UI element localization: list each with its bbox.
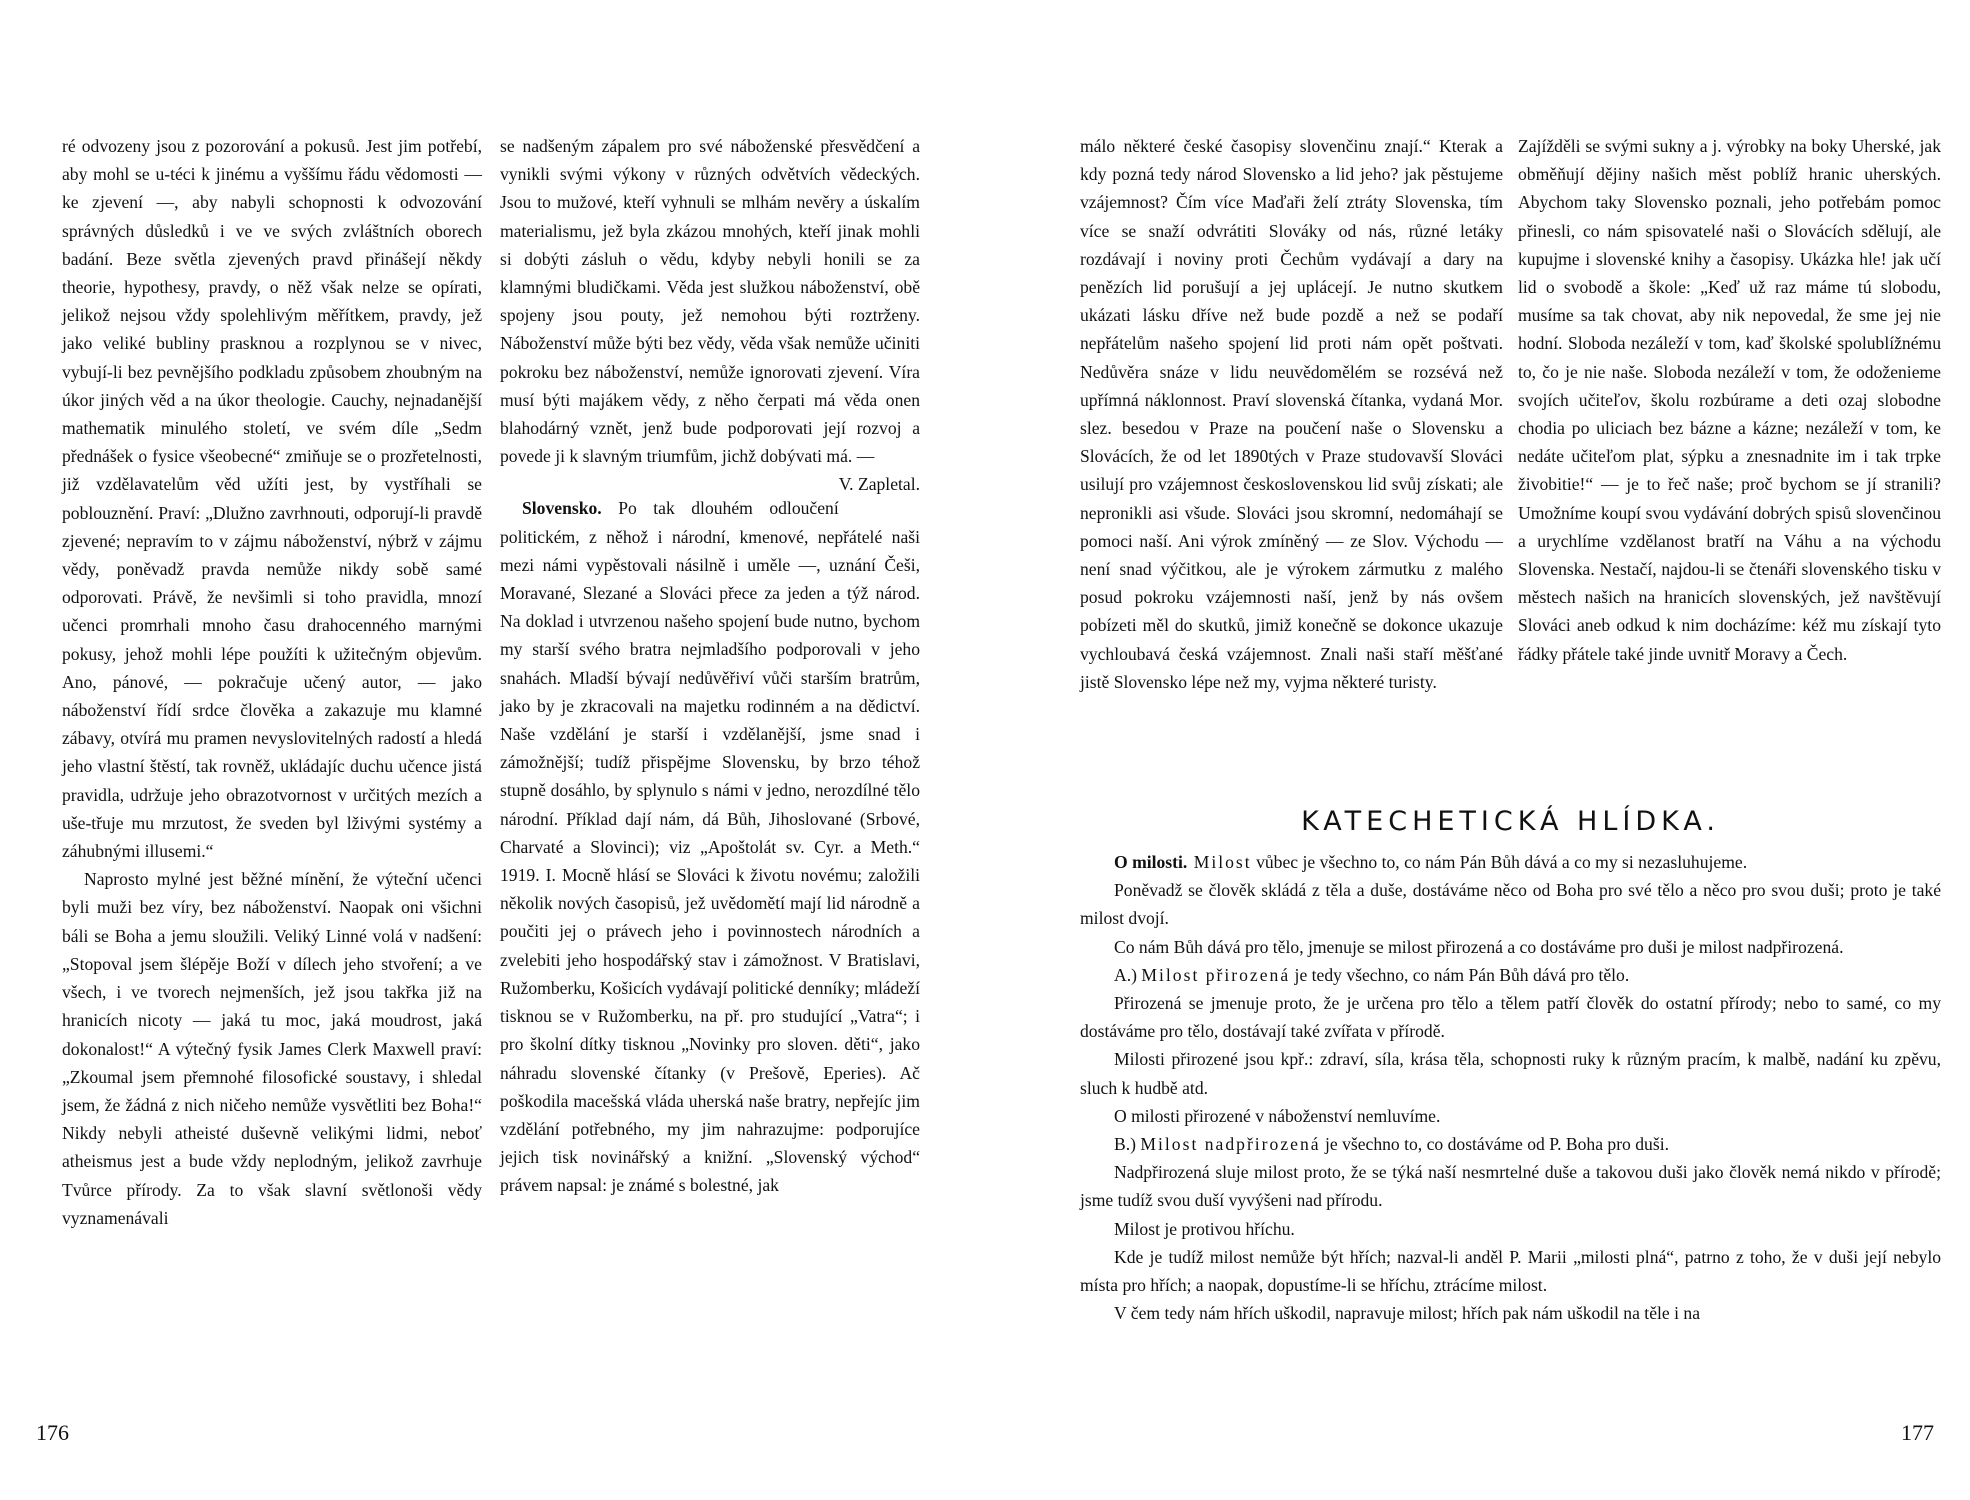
paragraph: Nadpřirozená sluje milost proto, že se týká naší nesmrtelné duše a takovou duši jako člověk nemá nikdo v přírodě; jsme tudíž svou duší vyvýšeni nad přírodu.: [1080, 1162, 1941, 1211]
paragraph: O milosti přirozené v náboženství nemluvíme.: [1114, 1105, 1441, 1126]
right-page: [985, 0, 1970, 1500]
page-number: 176: [36, 1420, 69, 1445]
paragraph-text: se nadšeným zápalem pro své náboženské přesvědčení a vynikli svými výkony v různých odvětvích vědeckých. Jsou to mužové, kteří vyhnuli se mlhám nevěry a úskalím materialismu, jež byla zkázou mnohých, kteří jinak mohli si dobýti zásluh o vědu, kdyby nebyli honili se za klamnými bludičkami. Věda jest služkou náboženství, obě spojeny jsou pouty, jež nemohou býti roztrženy. Náboženství může býti bez vědy, věda však nemůže učiniti pokroku bez náboženství, nemůže ignorovati zjevení. Víra musí býti majákem vědy, z něho čerpati má věda onen blahodárný vznět, jenž bude podporovati její rozvoj a povede ji k slavným triumfům, jichž dobývati má. —: [500, 136, 920, 467]
right-column-2: [1518, 132, 1941, 668]
author-signature: V. Zapletal.: [838, 474, 920, 495]
paragraph: [500, 132, 920, 495]
paragraph: Milosti přirozené jsou kpř.: zdraví, síla, krása těla, schopnosti ruky k různým pracím, k malbě, nadání ku zpěvu, sluch k hudbě atd.: [1080, 1049, 1941, 1098]
section-heading: Slovensko.: [522, 498, 602, 519]
paragraph: Naprosto mylné jest běžné mínění, že výteční učenci byli muži bez víry, bez náboženství. Naopak oni všichni báli se Boha a jemu sloužili. Veliký Linné volá v nadšení: „Stopoval jsem šlépěje Boží v dílech jeho stvoření; a ve všech, i ve tvorech nejmenších, jež jsou takřka již na hranicích nicoty — jaká tu moc, jaká moudrost, jaká dokonalost!“ A výtečný fysik James Clerk Maxwell praví: „Zkoumal jsem přemnohé filosofické soustavy, i shledal jsem, že žádná z nich ničeho nemůže vysvětliti bez Boha!“ Nikdy nebyli atheisté duševně velikými lidmi, neboť atheismus jest a bude vždy neplodným, jelikož zavrhuje Tvůrce přírody. Za to však slavní světlonoši vědy vyznamenávali: [62, 869, 482, 1228]
paragraph: [1080, 848, 1941, 876]
paragraph: V čem tedy nám hřích uškodil, napravuje milost; hřích pak nám uškodil na těle i na: [1114, 1303, 1700, 1324]
paragraph: Zajížděli se svými sukny a j. výrobky na boky Uherské, jak obměňují dějiny našich měst poblíž hranic uherských. Abychom taky Slovensko poznali, jeho potřebám pomoc přinesli, co nám spisovatelé naši o Slovácích sdělují, ale kupujme i slovenské knihy a časopisy. Ukázka hle! jak učí lid o svobodě a škole: „Keď už raz máme tú slobodu, musíme sa tak chovat, aby nik nepovedal, že sme jej nie hodní. Sloboda nezáleží v tom, kaď školské spolublížnému to, čo je nie naše. Sloboda nezáleží v tom, že odoženieme svojích učiteľov, školu rozbúrame a deti ozaj slobodne chodia po uliciach bez bázne a kázne; nezáleží v tom, ke nedáte učiteľom plat, sýpku a znesnadnite im i tak trpke živobitie!“ — je to řeč naše; proč bychom se jí stranili? Umožníme koupí svou vydávání dobrých spisů slovenčinou a urychlíme vzdělanost bratří na Váhu a na východu Slovenska. Nestačí, najdou-li se čtenáři slovenského tisku v městech našich na hranicích slovenských, jež navštěvují Slováci aneb odkud k nim docházíme: kéž mu získají tyto řádky přátele také jinde uvnitř Moravy a Čech.: [1518, 136, 1941, 664]
paragraph-text: Po tak dlouhém odloučení politickém, z něhož i národní, kmenové, nepřátelé naši mezi námi vypěstovali násilně i uměle —, uznání Češi, Moravané, Slezané a Slováci přece za jeden a týž národ. Na doklad i utvrzenou našeho spojení bude nutno, bychom my starší svého bratra nejmladšího podporovali v jeho snahách. Mladší bývají nedůvěřiví vůči starším bratrům, jako by je zkracovali na majetku rodinném a na dědictví. Naše vzdělání je starší i vzdělanější, jsme snad i zámožnější; tudíž přispějme Slovensku, by brzo téhož stupně dosáhlo, by splynulo s námi v jedno, nerozdílné tělo národní. Příklad dají nám, dá Bůh, Jihoslované (Srbové, Charvaté a Slovinci); viz „Apoštolát sv. Cyr. a Meth.“ 1919. I. Mocně hlásí se Slováci k životu novému; založili několik nových časopisů, jež uvědomětí mají lid národně a poučiti jej o právech jeho i povinnostech národních a zvelebiti jeho hospodářský stav i zámožnost. V Bratislavi, Ružomberku, Košicích vydávají politické denníky; mládeží tisknou se v Ružomberku, na př. pro studující „Vatra“; i pro školní dítky tisknou „Novinky pro sloven. děti“, jako náhradu slovenské čítanky (v Prešově, Eperies). Ač poškodila macešská vláda uherská naše bratry, nepřejíc jim vzdělání potřebného, my jim nahrazujme: podporujíce jejich tisk novinářský a knižní. „Slovenský východ“ právem napsal: je známé s bolestné, jak: [500, 498, 920, 1196]
paragraph: Milost je protivou hříchu.: [1114, 1218, 1295, 1239]
paragraph: Poněvadž se člověk skládá z těla a duše, dostáváme něco od Boha pro své tělo a něco pro svou duši; proto je také milost dvojí.: [1080, 880, 1941, 929]
paragraph-text: je všechno to, co dostáváme od P. Boha pro duši.: [1320, 1134, 1669, 1155]
right-column-1: [1080, 132, 1503, 696]
paragraph: Kde je tudíž milost nemůže být hřích; nazval-li anděl P. Marii „milosti plná“, patrno z toho, že v duši její nebylo místa pro hřích; a naopak, dopustíme-li se hříchu, ztrácíme milost.: [1080, 1246, 1941, 1296]
spaced-term: Milost: [1187, 852, 1252, 872]
left-column-1: [62, 132, 482, 1232]
paragraph: [1080, 961, 1941, 989]
paragraph: ré odvozeny jsou z pozorování a pokusů. Jest jim potřebí, aby mohl se u-téci k jinému a vyššímu řádu vědomosti — ke zjevení —, aby nabyli schopnosti k odvozování správných důsledků i ve ve svých zvláštních oborech badání. Beze světla zjevených pravd přinášejí někdy theorie, hypothesy, pravdy, o něž však nelze se opírati, jelikož nejsou vždy spolehlivým měřítkem, pravdy, jež jako veliké bubliny prasknou a rozplynou se v nivec, vybují-li bez pevnějšího podkladu způsobem zhoubným na úkor jiných věd a na úkor theologie. Cauchy, nejnadanější mathematik minulého století, ve svém díle „Sedm přednášek o fysice všeobecné“ zmiňuje se o prozřetelnosti, již vzdělavatelům věd užíti jest, by vystříhali se poblouznění. Praví: „Dlužno zavrhnouti, odporují-li pravdě zjevené; nepravím to v zájmu náboženství, nýbrž v zájmu vědy, poněvadž pravda nemůže nikdy sobě samé odporovati. Právě, že nevšimli si toho pravidla, mnozí učenci promrhali mnoho času drahocenného marnými pokusy, jehož mohli lépe použíti k užitečným objevům. Ano, pánové, — pokračuje učený autor, — jako náboženství řídí srdce člověka a zakazuje mu klamné zábavy, otvírá mu pramen nevyslovitelných radostí a hledá jeho vlastní štěstí, tak rovněž, ukládajíc duchu učence jistá pravidla, udržuje jeho obrazotvornost v určitých mezích a uše-třuje mu mrzutost, že sveden byl lživými systémy a záhubnými illusemi.“: [62, 136, 482, 862]
paragraph-text: vůbec je všechno to, co nám Pán Bůh dává a co my si nezasluhujeme.: [1251, 852, 1748, 872]
paragraph: [1080, 1130, 1941, 1158]
paragraph-label: B.): [1114, 1134, 1141, 1155]
section-title: KATECHETICKÁ HLÍDKA.: [1301, 806, 1720, 837]
paragraph-text: je tedy všechno, co nám Pán Bůh dává pro tělo.: [1290, 964, 1630, 985]
paragraph: málo některé české časopisy slovenčinu znají.“ Kterak a kdy pozná tedy národ Slovensko a lid jeho? jak pěstujeme vzájemnost? Čím více Maďaři želí ztráty Slovenska, tím více se snaží odvrátiti Slováky od nás, různé letáky rozdávají i noviny proti Čechům vydávají a dary na penězích lid porušují a jej uplácejí. Je nutno skutkem ukázati lásku dříve než bude pozdě a než se podaří nepřátelům našeho spojení lid proti nám opět poštvati. Nedůvěra snáze v lidu neuvědomělém se rozsévá než upřímná náklonnost. Praví slovenská čítanka, vydaná Mor. slez. besedou v Praze na poučení naše o Slovensku a Slovácích, že od let 1890tých v Praze studovavší Slováci usilují pro vzájemnost československou lid svůj získati; ale nepronikli asi všude. Slováci jsou skromní, nedomáhají se pomoci naší. Ani výrok zmíněný — ze Slov. Východu — není snad výčitkou, ale je výrokem zármutku z malého posud pokroku vzájemnosti naší, jenž by nás ovšem pobízeti měl do skutků, jimiž konečně se dokonce ukazuje vychloubavá česká vzájemnost. Znali naši staří měšťané jistě Slovensko lépe než my, vyjma některé turisty.: [1080, 136, 1503, 692]
paragraph-label: A.): [1114, 964, 1142, 985]
spaced-term: Milost přirozená: [1141, 964, 1291, 985]
left-column-2: [500, 132, 920, 1200]
paragraph: Co nám Bůh dává pro tělo, jmenuje se milost přirozená a co dostáváme pro duši je milost nadpřirozená.: [1114, 936, 1844, 957]
section-body: [1080, 848, 1941, 1327]
page-number: 177: [1901, 1420, 1934, 1445]
paragraph: Přirozená se jmenuje proto, že je určena pro tělo a tělem patří člověk do ostatní přírody; nebo to samé, co my dostáváme pro tělo, dostávají také zvířata v přírodě.: [1080, 993, 1941, 1042]
paragraph-heading: O milosti.: [1114, 852, 1188, 872]
paragraph: [500, 494, 920, 1199]
spaced-term: Milost nadpřirozená: [1140, 1134, 1321, 1155]
